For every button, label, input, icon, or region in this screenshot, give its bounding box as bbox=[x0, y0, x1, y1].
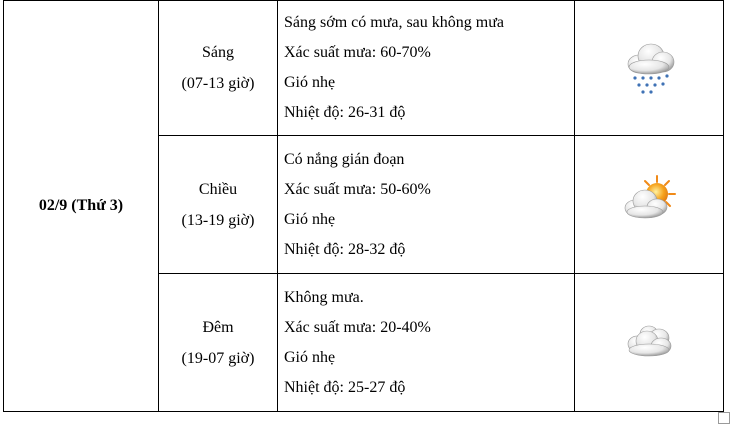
weather-summary: Sáng sớm có mưa, sau không mưa bbox=[284, 14, 504, 31]
period-name: Sáng bbox=[202, 44, 234, 61]
rain-probability: Xác suất mưa: 60-70% bbox=[284, 44, 431, 61]
weather-summary: Có nắng gián đoạn bbox=[284, 150, 405, 168]
rain-probability: Xác suất mưa: 20-40% bbox=[284, 318, 431, 336]
period-cell-afternoon bbox=[159, 136, 278, 274]
period-time: (13-19 giờ) bbox=[181, 211, 255, 229]
description-cell-morning bbox=[278, 1, 575, 136]
table-resize-handle[interactable] bbox=[718, 412, 730, 424]
temperature: Nhiệt độ: 26-31 độ bbox=[284, 104, 406, 121]
temperature: Nhiệt độ: 28-32 độ bbox=[284, 240, 406, 258]
period-time: (19-07 giờ) bbox=[181, 349, 255, 367]
sun-behind-cloud-icon bbox=[617, 170, 681, 234]
period-time: (07-13 giờ) bbox=[181, 75, 255, 92]
icon-cell-night bbox=[575, 274, 724, 412]
icon-cell-morning bbox=[575, 1, 724, 136]
icon-cell-afternoon bbox=[575, 136, 724, 274]
period-cell-morning bbox=[159, 1, 278, 136]
table-row bbox=[4, 1, 724, 136]
period-name: Đêm bbox=[202, 318, 234, 336]
wind: Gió nhẹ bbox=[284, 74, 336, 91]
wind: Gió nhẹ bbox=[284, 348, 336, 366]
temperature: Nhiệt độ: 25-27 độ bbox=[284, 378, 406, 396]
weather-summary: Không mưa. bbox=[284, 288, 364, 306]
description-cell-afternoon bbox=[278, 136, 575, 274]
date-cell bbox=[4, 1, 159, 412]
rain-probability: Xác suất mưa: 50-60% bbox=[284, 180, 431, 198]
weather-forecast-table bbox=[3, 0, 724, 412]
rain-cloud-icon bbox=[617, 34, 681, 98]
cloud-icon bbox=[617, 308, 681, 372]
forecast-date: 02/9 (Thứ 3) bbox=[38, 197, 124, 214]
description-cell-night bbox=[278, 274, 575, 412]
period-cell-night bbox=[159, 274, 278, 412]
period-name: Chiều bbox=[198, 180, 238, 198]
wind: Gió nhẹ bbox=[284, 210, 336, 228]
